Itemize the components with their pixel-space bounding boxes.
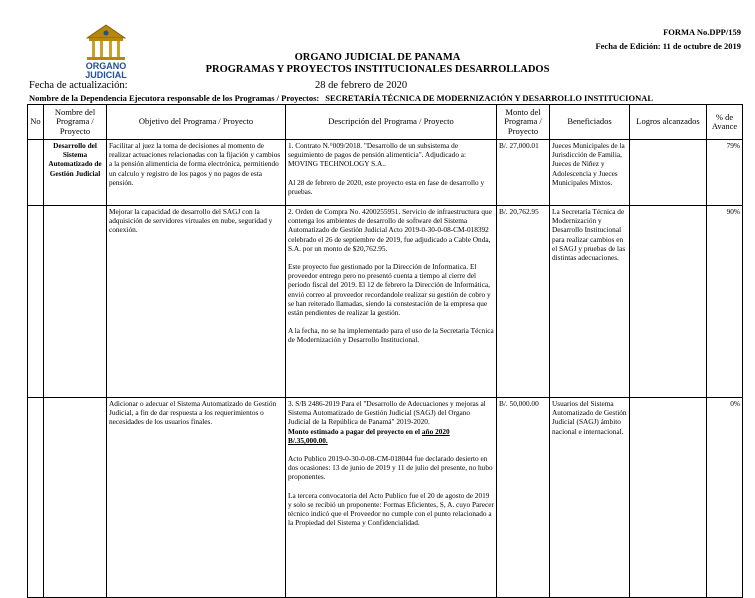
header-descripcion: Descripción del Programa / Proyecto <box>286 105 497 140</box>
programs-table <box>27 104 743 598</box>
svg-text:JUDICIAL: JUDICIAL <box>85 70 127 80</box>
desc-amount-text: Monto estimado a pagar del proyecto en el <box>288 426 421 436</box>
table-header-row <box>28 105 743 140</box>
update-date-label: Fecha de actualización: <box>29 80 128 91</box>
dependency-label: Nombre de la Dependencia Ejecutora responsable de los Programas / Proyectos: <box>29 93 320 103</box>
table-row <box>28 398 743 598</box>
header-nombre: Nombre del Programa / Proyecto <box>44 105 107 140</box>
dependency-line <box>29 93 653 103</box>
desc-amount-year: año 2020 <box>421 426 450 436</box>
desc-paragraph: Al 28 de febrero de 2020, este proyecto esta en fase de desarrollo y pruebas. <box>288 177 485 196</box>
cell-descripcion <box>286 140 497 206</box>
update-date-value: 28 de febrero de 2020 <box>315 80 408 91</box>
cell-objetivo: Mejorar la capacidad de desarrollo del SAGJ con la adquisición de servidores virtuales en nube, seguridad y conexión. <box>107 206 286 398</box>
cell-objetivo: Facilitar al juez la toma de decisiones al momento de realizar actuaciones relacionadas con la fijación y cambios a la pensión alimenticia de forma electrónica, permitiendo un calculo y registro de los pagos y no pagos de esta pensión. <box>107 140 286 206</box>
desc-amount-line <box>288 427 494 445</box>
org-title: ORGANO JUDICIAL DE PANAMA <box>294 52 461 63</box>
forma-number: FORMA No.DPP/159 <box>663 27 741 37</box>
header-no: No <box>28 105 44 140</box>
cell-logros <box>630 398 707 598</box>
table-row <box>28 140 743 206</box>
header-beneficiados: Beneficiados <box>550 105 630 140</box>
cell-descripcion <box>286 206 497 398</box>
cell-monto: B/. 27,000.01 <box>497 140 550 206</box>
cell-nombre <box>44 398 107 598</box>
cell-avance: 90% <box>707 206 743 398</box>
desc-amount-value: B/.35,000.00. <box>288 435 328 445</box>
header-avance: % de Avance <box>707 105 743 140</box>
cell-beneficiados: Usuarios del Sistema Automatizado de Gestión Judicial (SAGJ) ámbito nacional e internacional. <box>550 398 630 598</box>
desc-paragraph: 2. Orden de Compra No. 4200255951. Servicio de infraestructura que contenga los ambientes de desarrollo de software del Sistema Automatizado de Gestión Judicial Acto 2019-0-30-0-08-CM-018392 celebrado el 26 de septiembre de 2019, fue adjudicado a Cable Onda, S.A. por un monto de $20,762.95. <box>288 207 492 253</box>
desc-paragraph: Acto Publico 2019-0-30-0-08-CM-018044 fue declarado desierto en dos ocasiones: 13 de junio de 2019 y 11 de julio del presente, no hubo proponentes. <box>288 454 493 482</box>
desc-paragraph: 1. Contrato N.°009/2018. "Desarrollo de un subsistema de seguimiento de pagos de pensión alimenticia". Adjudicado a: MOVING TECHNOLOGY S.A.. <box>288 141 467 169</box>
header-monto: Monto del Programa / Proyecto <box>497 105 550 140</box>
desc-paragraph: Este proyecto fue gestionado por la Dirección de Informatica. El proveedor entrego pero no presentó cuenta a tiempo al cierre del periodo fiscal del 2019. El 12 de febrero la Dirección de Informática, envió correo al proveedor recordandole realizar su gestión de cobro y se han reiterado llamadas, siendo la constestación de la empresa que están pendientes de realizar la gestión. <box>288 262 491 318</box>
dependency-value: SECRETARÍA TÉCNICA DE MODERNIZACIÓN Y DESARROLLO INSTITUCIONAL <box>325 93 654 103</box>
cell-objetivo: Adicionar o adecuar el Sistema Automatizado de Gestión Judicial, a fin de dar respuesta a los requerimientos o necesidades de los usuarios finales. <box>107 398 286 598</box>
cell-avance: 0% <box>707 398 743 598</box>
cell-no <box>28 398 44 598</box>
cell-no <box>28 140 44 206</box>
table-row <box>28 206 743 398</box>
cell-descripcion <box>286 398 497 598</box>
cell-logros <box>630 140 707 206</box>
desc-paragraph: A la fecha, no se ha implementado para el uso de la Secretaria Técnica de Modernización y Desarrollo Institucional. <box>288 326 494 345</box>
desc-paragraph: La tercera convocatoria del Acto Publico fue el 20 de agosto de 2019 y solo se recibió un proponente: Formas Eficientes, S, A. cuyo Parecer técnico indicó que el Proveedor no cumple con el punto relacionado a la Propiedad del Sistema y Confidencialidad. <box>288 490 494 528</box>
cell-nombre: Desarrollo del Sistema Automatizado de Gestión Judicial <box>44 140 107 206</box>
cell-beneficiados: La Secretaría Técnica de Modernización y Desarrollo Institucional para realizar cambios en el SAGJ y pruebas de las distintas adecuaciones. <box>550 206 630 398</box>
cell-beneficiados: Jueces Municipales de la Jurisdicción de Familia, Jueces de Niñez y Adolescencia y Jueces Municipales Mixtos. <box>550 140 630 206</box>
cell-no <box>28 206 44 398</box>
cell-avance: 79% <box>707 140 743 206</box>
header-logros: Logros alcanzados <box>630 105 707 140</box>
desc-paragraph: 3. S/B 2486-2019 Para el "Desarrollo de Adecuaciones y mejoras al Sistema Automatizado de Gestión Judicial (SAGJ) del Organo Judicial de la República de Panamá" 2019-2020. <box>288 399 486 427</box>
cell-monto: B/. 50,000.00 <box>497 398 550 598</box>
programs-title: PROGRAMAS Y PROYECTOS INSTITUCIONALES DESARROLLADOS <box>205 64 550 75</box>
cell-nombre <box>44 206 107 398</box>
header-objetivo: Objetivo del Programa / Proyecto <box>107 105 286 140</box>
fecha-edicion: Fecha de Edición: 11 de octubre de 2019 <box>595 41 741 51</box>
svg-text:ORGANO: ORGANO <box>85 61 127 71</box>
cell-logros <box>630 206 707 398</box>
cell-monto: B/. 20,762.95 <box>497 206 550 398</box>
